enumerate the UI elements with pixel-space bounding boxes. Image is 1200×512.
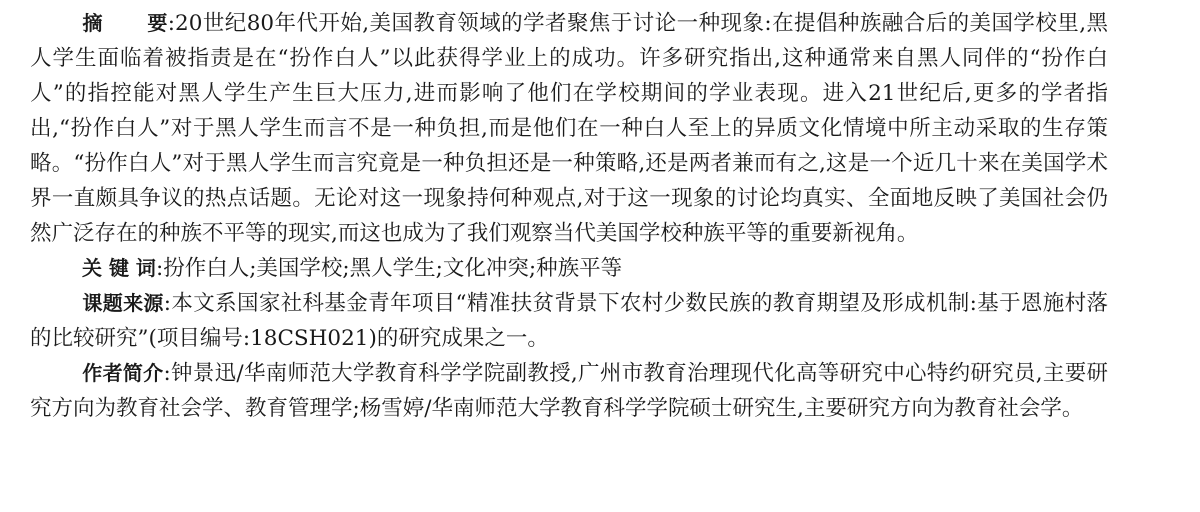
funding-colon: : xyxy=(163,291,172,316)
keywords-paragraph xyxy=(30,251,1108,286)
authors-text: 钟景迅/华南师范大学教育科学学院副教授,广州市教育治理现代化高等研究中心特约研究员,主要研究方向为教育社会学、教育管理学;杨雪婷/华南师范大学教育科学学院硕士研究生,主要研究方向为教育社会学。 xyxy=(30,361,1108,421)
abstract-paragraph xyxy=(30,6,1108,251)
abstract-text: 20世纪80年代开始,美国教育领域的学者聚焦于讨论一种现象:在提倡种族融合后的美国学校里,黑人学生面临着被指责是在“扮作白人”以此获得学业上的成功。许多研究指出,这种通常来自黑人同伴的“扮作白人”的指控能对黑人学生产生巨大压力,进而影响了他们在学校期间的学业表现。进入21世纪后,更多的学者指出,“扮作白人”对于黑人学生而言不是一种负担,而是他们在一种白人至上的异质文化情境中所主动采取的生存策略。“扮作白人”对于黑人学生而言究竟是一种负担还是一种策略,还是两者兼而有之,这是一个近几十来在美国学术界一直颇具争议的热点话题。无论对这一现象持何种观点,对于这一现象的讨论均真实、全面地反映了美国社会仍然广泛存在的种族不平等的现实,而这也成为了我们观察当代美国学校种族平等的重要新视角。 xyxy=(30,11,1109,246)
keywords-label: 关 键 词 xyxy=(82,256,156,280)
abstract-colon: : xyxy=(167,11,176,36)
authors-label: 作者简介 xyxy=(82,361,164,385)
keywords-colon: : xyxy=(155,256,164,281)
keywords-text: 扮作白人;美国学校;黑人学生;文化冲突;种族平等 xyxy=(163,256,623,281)
abstract-label-char-2: 要 xyxy=(146,11,168,35)
funding-text: 本文系国家社科基金青年项目“精准扶贫背景下农村少数民族的教育期望及形成机制:基于恩施村落的比较研究”(项目编号:18CSH021)的研究成果之一。 xyxy=(30,291,1109,351)
funding-paragraph xyxy=(30,286,1108,356)
funding-label: 课题来源 xyxy=(82,291,164,315)
abstract-label-char-1: 摘 xyxy=(82,11,103,35)
authors-colon: : xyxy=(163,361,171,386)
authors-paragraph xyxy=(30,356,1108,426)
